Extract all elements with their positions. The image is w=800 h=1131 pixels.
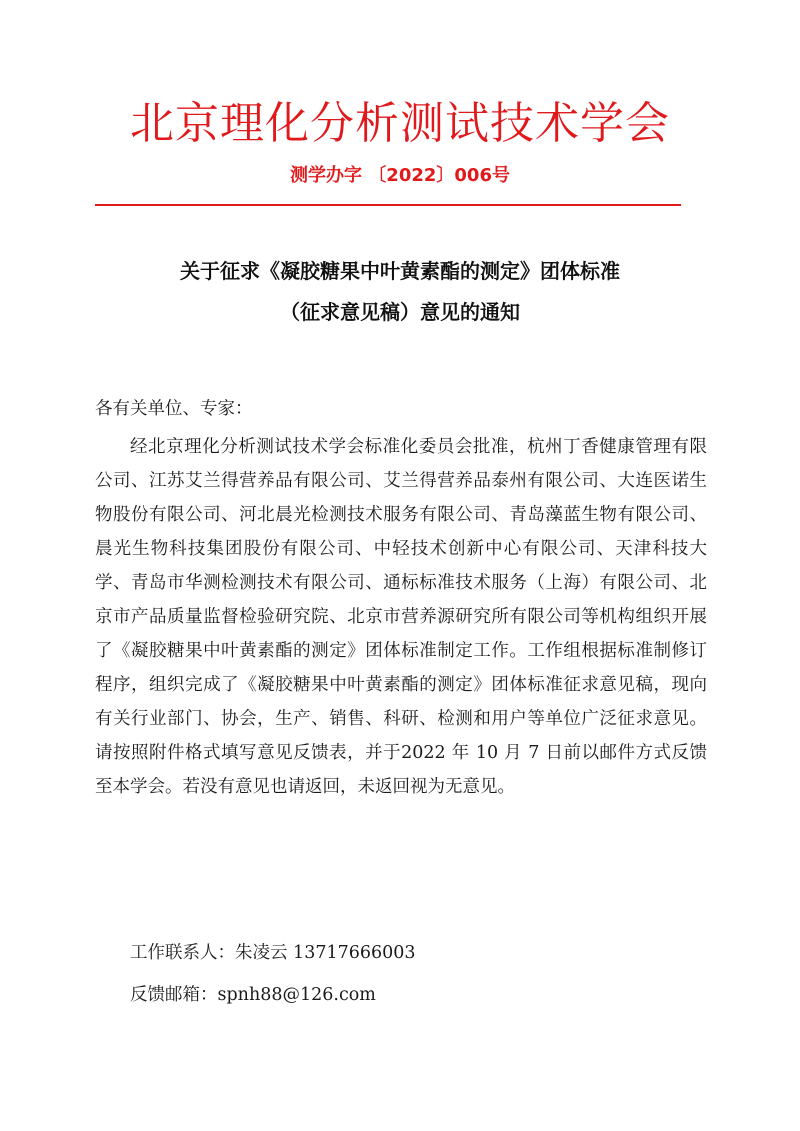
salutation: 各有关单位、专家： [95,399,253,419]
feedback-email: 反馈邮箱：spnh88@126.com [130,985,376,1005]
organization-header: 北京理化分析测试技术学会 [130,98,670,149]
notice-title-line-2: （征求意见稿）意见的通知 [280,300,520,324]
header-divider [95,204,681,206]
body-paragraph: 经北京理化分析测试技术学会标准化委员会批准，杭州丁香健康管理有限公司、江苏艾兰得营养品有限公司、艾兰得营养品泰州有限公司、大连医诺生物股份有限公司、河北晨光检测技术服务有限公司、青岛藻蓝生物有限公司、晨光生物科技集团股份有限公司、中轻技术创新中心有限公司、天津科技大学、青岛市华测检测技术有限公司、通标标准技术服务（上海）有限公司、北京市产品质量监督检验研究院、北京市营养源研究所有限公司等机构组织开展了《凝胶糖果中叶黄素酯的测定》团体标准制定工作。工作组根据标准制修订程序，组织完成了《凝胶糖果中叶黄素酯的测定》团体标准征求意见稿，现向有关行业部门、协会，生产、销售、科研、检测和用户等单位广泛征求意见。请按照附件格式填写意见反馈表，并于2022 年 10 月 7 日前以邮件方式反馈至本学会。若没有意见也请返回，未返回视为无意见。 [95,437,707,797]
document-number: 测学办字 〔2022〕006号 [290,165,510,186]
contact-person: 工作联系人：朱凌云 13717666003 [130,943,416,963]
notice-title-line-1: 关于征求《凝胶糖果中叶黄素酯的测定》团体标准 [180,259,620,283]
